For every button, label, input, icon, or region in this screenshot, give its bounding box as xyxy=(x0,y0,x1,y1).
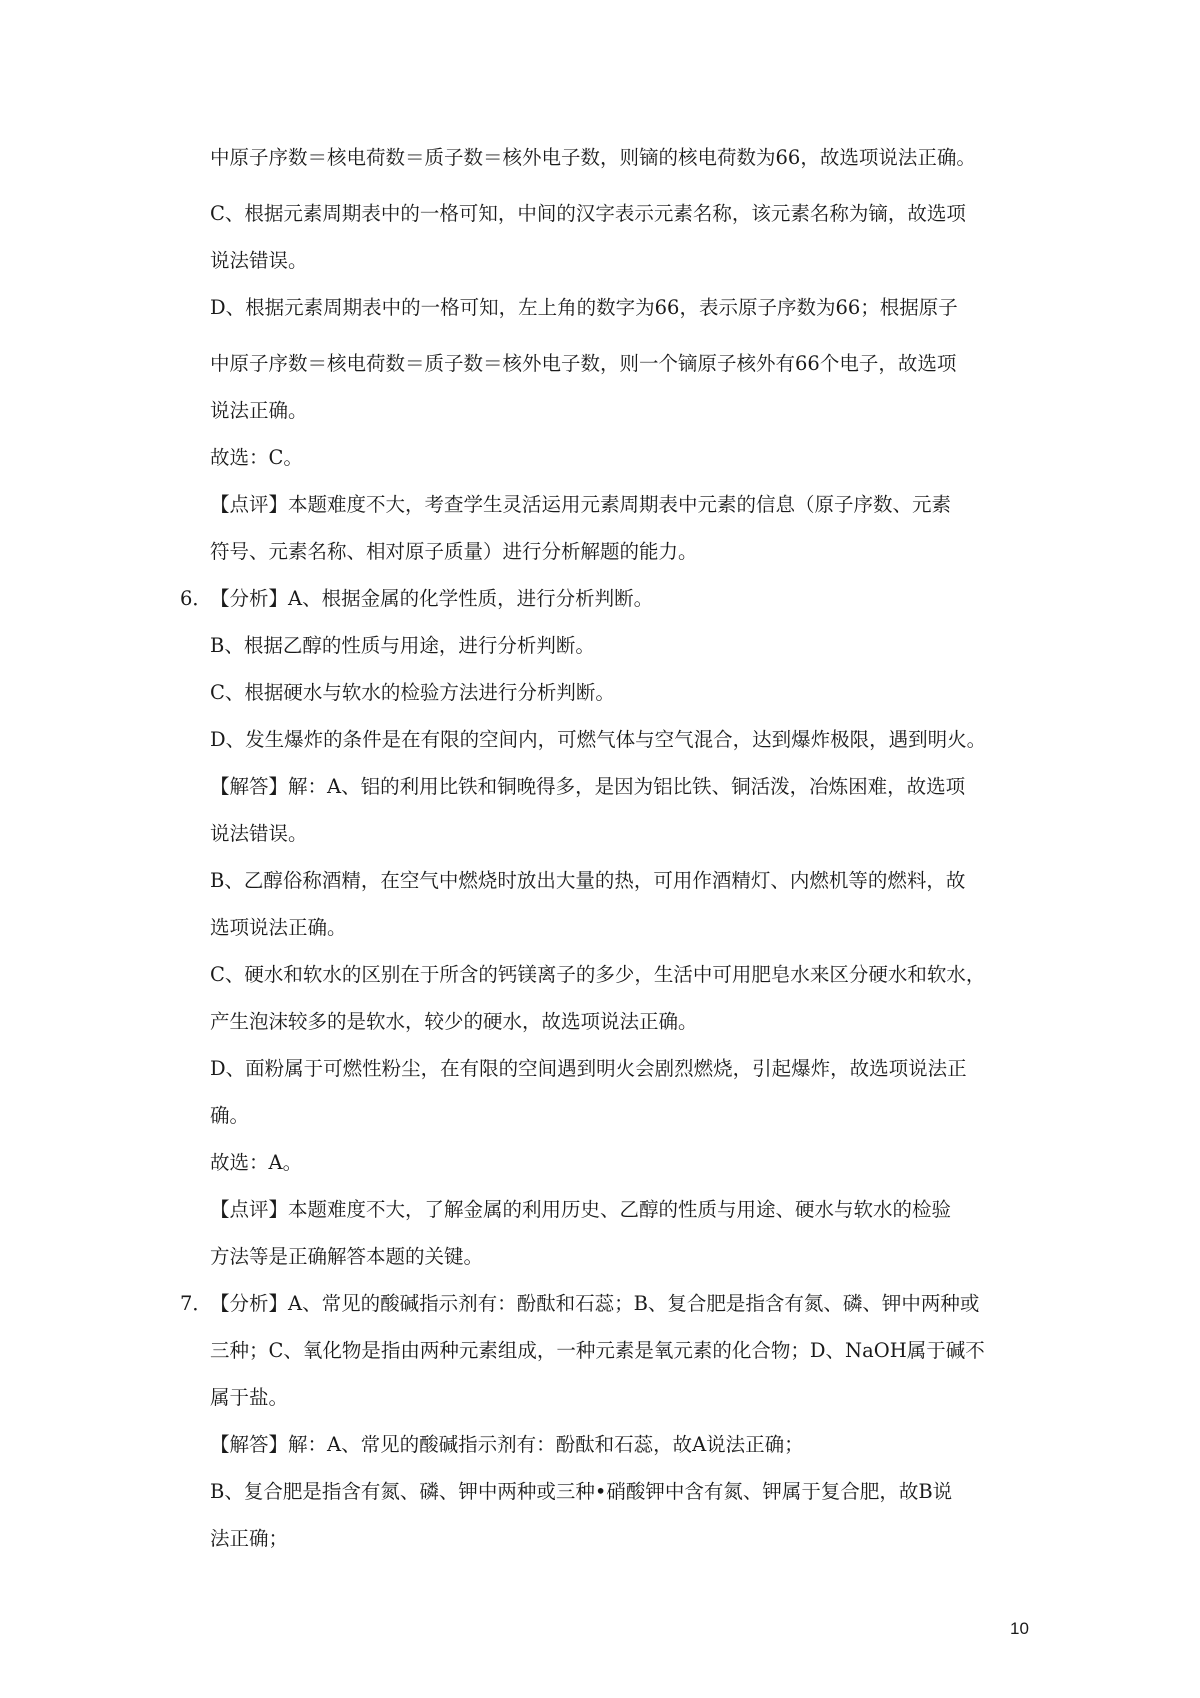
text-line: 【解答】解：A、铝的利用比铁和铜晚得多，是因为铝比铁、铜活泼，冶炼困难，故选项 xyxy=(210,775,966,798)
text-line: D、根据元素周期表中的一格可知，左上角的数字为66，表示原子序数为66；根据原子 xyxy=(210,296,958,319)
text-line: 【解答】解：A、常见的酸碱指示剂有：酚酞和石蕊，故A说法正确； xyxy=(210,1433,804,1456)
text-line: 说法错误。 xyxy=(210,822,308,845)
item-number: 6． xyxy=(180,587,212,610)
text-line: 【点评】本题难度不大，考查学生灵活运用元素周期表中元素的信息（原子序数、元素 xyxy=(210,493,952,516)
text-line: C、根据元素周期表中的一格可知，中间的汉字表示元素名称，该元素名称为镝，故选项 xyxy=(210,202,966,225)
text-line: 法正确； xyxy=(210,1527,289,1550)
text-line: B、复合肥是指含有氮、磷、钾中两种或三种•硝酸钾中含有氮、钾属于复合肥，故B说 xyxy=(210,1480,953,1503)
text-line: C、硬水和软水的区别在于所含的钙镁离子的多少，生活中可用肥皂水来区分硬水和软水， xyxy=(210,963,986,986)
text-line: 选项说法正确。 xyxy=(210,916,347,939)
text-line: 说法正确。 xyxy=(210,399,308,422)
text-line: 中原子序数＝核电荷数＝质子数＝核外电子数，则镝的核电荷数为66，故选项说法正确。 xyxy=(210,146,976,169)
text-line: 确。 xyxy=(210,1104,250,1127)
text-line: 说法错误。 xyxy=(210,249,308,272)
text-line: C、根据硬水与软水的检验方法进行分析判断。 xyxy=(210,681,615,704)
text-line: 【点评】本题难度不大，了解金属的利用历史、乙醇的性质与用途、硬水与软水的检验 xyxy=(210,1198,952,1221)
text-line: 产生泡沫较多的是软水，较少的硬水，故选项说法正确。 xyxy=(210,1010,698,1033)
text-line: D、发生爆炸的条件是在有限的空间内，可燃气体与空气混合，达到爆炸极限，遇到明火。 xyxy=(210,728,987,751)
text-line: B、乙醇俗称酒精，在空气中燃烧时放出大量的热，可用作酒精灯、内燃机等的燃料，故 xyxy=(210,869,966,892)
item-number: 7． xyxy=(180,1292,212,1315)
text-line: B、根据乙醇的性质与用途，进行分析判断。 xyxy=(210,634,595,657)
text-line: D、面粉属于可燃性粉尘，在有限的空间遇到明火会剧烈燃烧，引起爆炸，故选项说法正 xyxy=(210,1057,967,1080)
text-line: 符号、元素名称、相对原子质量）进行分析解题的能力。 xyxy=(210,540,698,563)
text-line: 三种；C、氧化物是指由两种元素组成，一种元素是氧元素的化合物；D、NaOH属于碱不 xyxy=(210,1339,985,1362)
text-line: 【分析】A、根据金属的化学性质，进行分析判断。 xyxy=(210,587,654,610)
text-line: 【分析】A、常见的酸碱指示剂有：酚酞和石蕊；B、复合肥是指含有氮、磷、钾中两种或 xyxy=(210,1292,980,1315)
text-line: 故选：C。 xyxy=(210,446,303,469)
text-line: 属于盐。 xyxy=(210,1386,289,1409)
text-line: 方法等是正确解答本题的关键。 xyxy=(210,1245,484,1268)
text-line: 故选：A。 xyxy=(210,1151,303,1174)
page-number: 10 xyxy=(1010,1619,1029,1638)
text-line: 中原子序数＝核电荷数＝质子数＝核外电子数，则一个镝原子核外有66个电子，故选项 xyxy=(210,352,957,375)
